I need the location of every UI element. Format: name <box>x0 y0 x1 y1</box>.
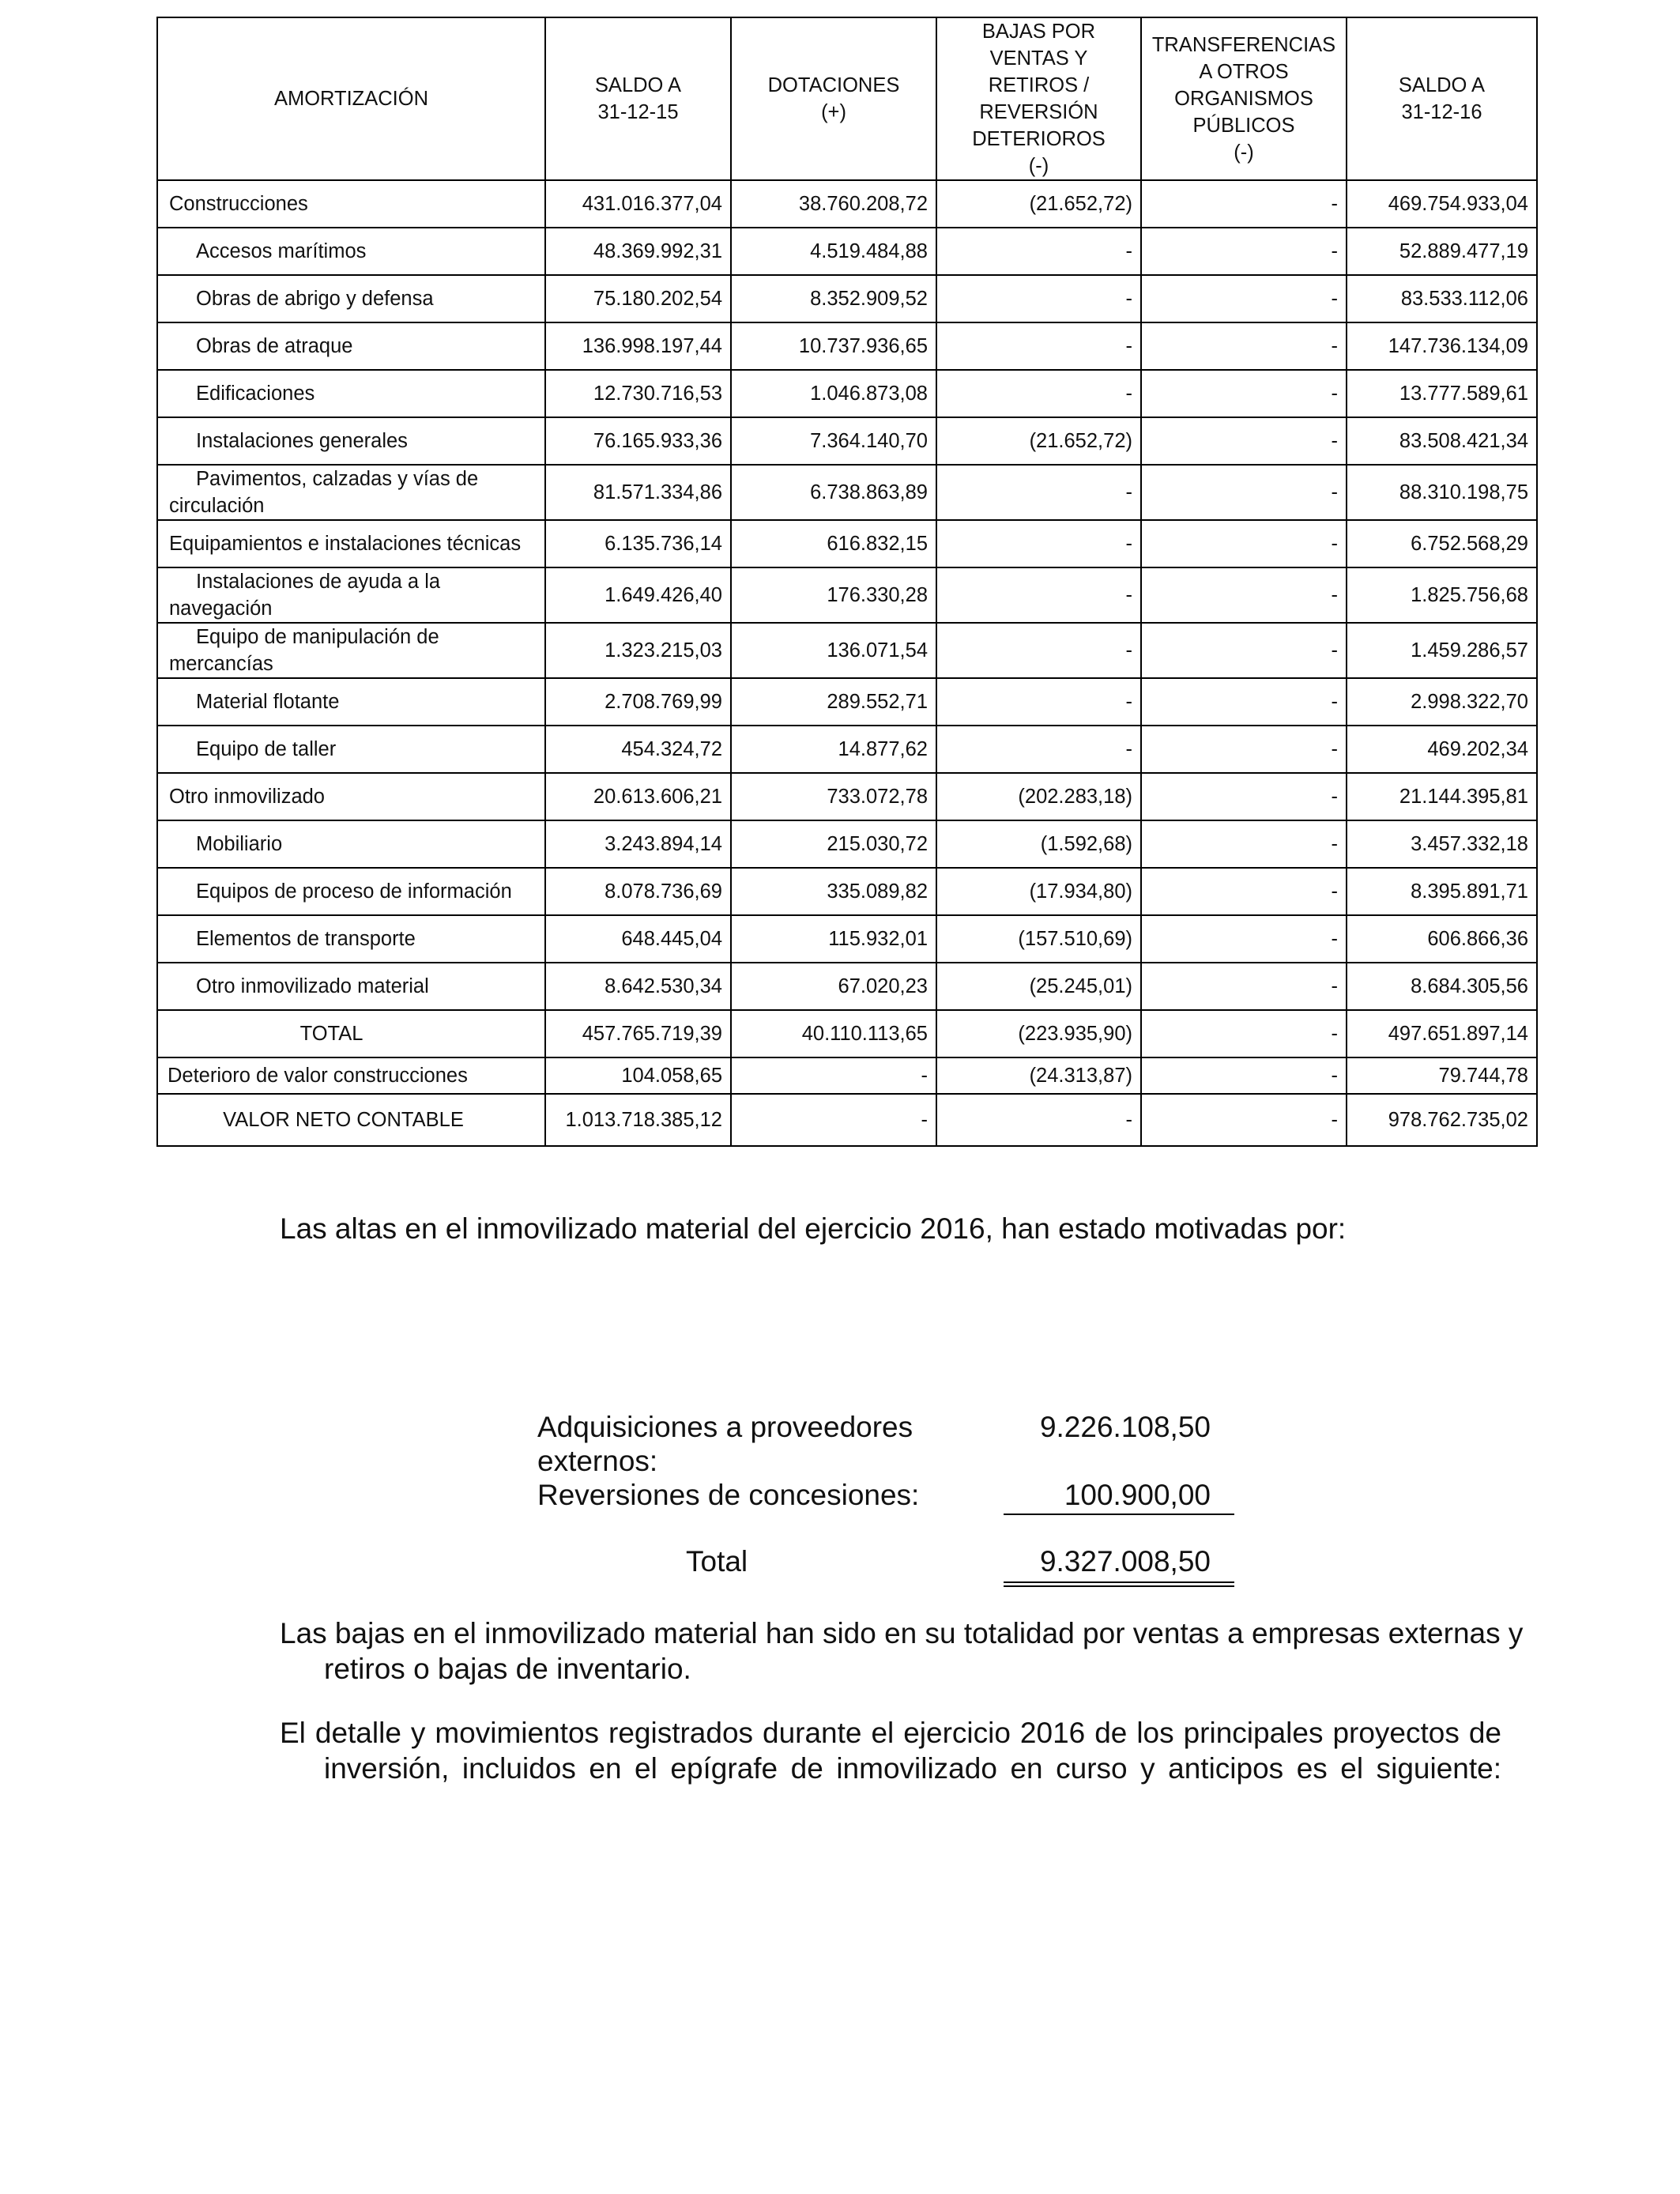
cell-transferencias: - <box>1141 726 1347 773</box>
cell-transferencias: - <box>1141 1094 1347 1146</box>
cell-bajas: - <box>936 275 1141 322</box>
cell-dotaciones: 67.020,23 <box>731 963 936 1010</box>
table-row <box>157 417 1537 465</box>
cell-transferencias: - <box>1141 678 1347 726</box>
cell-saldo-2016: 79.744,78 <box>1347 1057 1537 1094</box>
paragraph-bajas-line-1: Las bajas en el inmovilizado material han sido en su totalidad por ventas a empresas externas y <box>280 1617 1524 1649</box>
total-rule-2 <box>1004 1585 1234 1587</box>
row-label: Material flotante <box>157 678 545 726</box>
row-label: Accesos marítimos <box>157 228 545 275</box>
cell-saldo-2015: 104.058,65 <box>545 1057 731 1094</box>
table-row <box>157 520 1537 567</box>
total-rule-1 <box>1004 1581 1234 1583</box>
adquisiciones-label-line-2: externos: <box>537 1445 658 1477</box>
cell-saldo-2015: 431.016.377,04 <box>545 180 731 228</box>
cell-saldo-2015: 2.708.769,99 <box>545 678 731 726</box>
row-label: Deterioro de valor construcciones <box>157 1057 545 1094</box>
paragraph-bajas-line-2: retiros o bajas de inventario. <box>324 1653 691 1685</box>
cell-saldo-2016: 469.202,34 <box>1347 726 1537 773</box>
cell-dotaciones: 8.352.909,52 <box>731 275 936 322</box>
cell-saldo-2016: 497.651.897,14 <box>1347 1010 1537 1057</box>
cell-saldo-2016: 83.533.112,06 <box>1347 275 1537 322</box>
cell-dotaciones: 14.877,62 <box>731 726 936 773</box>
cell-saldo-2016: 147.736.134,09 <box>1347 322 1537 370</box>
row-label-line-2: mercancías <box>169 653 273 675</box>
cell-saldo-2016: 606.866,36 <box>1347 915 1537 963</box>
cell-dotaciones: 215.030,72 <box>731 820 936 868</box>
row-label: Otro inmovilizado material <box>157 963 545 1010</box>
cell-saldo-2015: 12.730.716,53 <box>545 370 731 417</box>
cell-bajas: (24.313,87) <box>936 1057 1141 1094</box>
cell-dotaciones: 335.089,82 <box>731 868 936 915</box>
cell-dotaciones: 40.110.113,65 <box>731 1010 936 1057</box>
table-row <box>157 773 1537 820</box>
cell-bajas: - <box>936 1094 1141 1146</box>
cell-bajas: (21.652,72) <box>936 417 1141 465</box>
table-row <box>157 370 1537 417</box>
table-header-row <box>157 17 1537 180</box>
row-label: Obras de abrigo y defensa <box>157 275 545 322</box>
paragraph-detalle-line-2: inversión, incluidos en el epígrafe de inmovilizado en curso y anticipos es el siguiente: <box>324 1752 1501 1785</box>
reversiones-label: Reversiones de concesiones: <box>537 1479 920 1511</box>
cell-saldo-2016: 1.459.286,57 <box>1347 623 1537 678</box>
cell-transferencias: - <box>1141 773 1347 820</box>
cell-bajas: (223.935,90) <box>936 1010 1141 1057</box>
cell-transferencias: - <box>1141 370 1347 417</box>
cell-saldo-2015: 8.078.736,69 <box>545 868 731 915</box>
cell-dotaciones: 38.760.208,72 <box>731 180 936 228</box>
cell-bajas: - <box>936 322 1141 370</box>
row-label <box>157 567 545 623</box>
cell-bajas: - <box>936 623 1141 678</box>
cell-dotaciones: - <box>731 1057 936 1094</box>
cell-transferencias: - <box>1141 520 1347 567</box>
cell-saldo-2016: 8.684.305,56 <box>1347 963 1537 1010</box>
cell-saldo-2015: 48.369.992,31 <box>545 228 731 275</box>
cell-saldo-2015: 1.323.215,03 <box>545 623 731 678</box>
cell-dotaciones: - <box>731 1094 936 1146</box>
cell-dotaciones: 176.330,28 <box>731 567 936 623</box>
cell-bajas: - <box>936 726 1141 773</box>
row-label: Obras de atraque <box>157 322 545 370</box>
table-row-net-value <box>157 1094 1537 1146</box>
cell-transferencias: - <box>1141 868 1347 915</box>
row-label: Equipo de taller <box>157 726 545 773</box>
cell-transferencias: - <box>1141 180 1347 228</box>
cell-transferencias: - <box>1141 963 1347 1010</box>
cell-transferencias: - <box>1141 322 1347 370</box>
row-label: TOTAL <box>157 1010 545 1057</box>
cell-dotaciones: 10.737.936,65 <box>731 322 936 370</box>
cell-saldo-2016: 21.144.395,81 <box>1347 773 1537 820</box>
cell-saldo-2016: 3.457.332,18 <box>1347 820 1537 868</box>
table-row <box>157 1057 1537 1094</box>
row-label-line-1: Equipo de manipulación de <box>196 626 439 648</box>
cell-saldo-2016: 88.310.198,75 <box>1347 465 1537 520</box>
reversiones-value: 100.900,00 <box>1064 1479 1211 1511</box>
cell-saldo-2015: 3.243.894,14 <box>545 820 731 868</box>
cell-saldo-2016: 8.395.891,71 <box>1347 868 1537 915</box>
table-row <box>157 228 1537 275</box>
header-dotaciones: DOTACIONES (+) <box>731 17 936 180</box>
cell-bajas: - <box>936 678 1141 726</box>
table-row <box>157 678 1537 726</box>
cell-saldo-2015: 457.765.719,39 <box>545 1010 731 1057</box>
cell-dotaciones: 136.071,54 <box>731 623 936 678</box>
cell-saldo-2016: 13.777.589,61 <box>1347 370 1537 417</box>
row-label: Edificaciones <box>157 370 545 417</box>
cell-transferencias: - <box>1141 275 1347 322</box>
cell-saldo-2015: 648.445,04 <box>545 915 731 963</box>
table-row <box>157 820 1537 868</box>
row-label: Equipamientos e instalaciones técnicas <box>157 520 545 567</box>
cell-dotaciones: 289.552,71 <box>731 678 936 726</box>
row-label-line-2: navegación <box>169 598 273 620</box>
cell-saldo-2016: 1.825.756,68 <box>1347 567 1537 623</box>
table-row <box>157 868 1537 915</box>
paragraph-altas: Las altas en el inmovilizado material del ejercicio 2016, han estado motivadas por: <box>280 1212 1347 1245</box>
table-row <box>157 322 1537 370</box>
cell-bajas: (202.283,18) <box>936 773 1141 820</box>
table-row <box>157 180 1537 228</box>
cell-bajas: (21.652,72) <box>936 180 1141 228</box>
cell-saldo-2015: 6.135.736,14 <box>545 520 731 567</box>
subtotal-rule <box>1004 1514 1234 1515</box>
cell-saldo-2015: 76.165.933,36 <box>545 417 731 465</box>
cell-saldo-2016: 83.508.421,34 <box>1347 417 1537 465</box>
cell-dotaciones: 7.364.140,70 <box>731 417 936 465</box>
row-label: Instalaciones generales <box>157 417 545 465</box>
cell-transferencias: - <box>1141 567 1347 623</box>
cell-transferencias: - <box>1141 1057 1347 1094</box>
cell-transferencias: - <box>1141 417 1347 465</box>
paragraph-detalle-line-1: El detalle y movimientos registrados durante el ejercicio 2016 de los principales proyectos de <box>280 1717 1501 1749</box>
cell-transferencias: - <box>1141 228 1347 275</box>
cell-transferencias: - <box>1141 915 1347 963</box>
table-row <box>157 567 1537 623</box>
row-label: Construcciones <box>157 180 545 228</box>
header-saldo-2015: SALDO A 31-12-15 <box>545 17 731 180</box>
header-bajas: BAJAS POR VENTAS Y RETIROS / REVERSIÓN DETERIOROS (-) <box>936 17 1141 180</box>
cell-dotaciones: 616.832,15 <box>731 520 936 567</box>
total-label: Total <box>686 1545 748 1578</box>
cell-bajas: - <box>936 567 1141 623</box>
cell-bajas: - <box>936 520 1141 567</box>
cell-bajas: - <box>936 465 1141 520</box>
cell-transferencias: - <box>1141 623 1347 678</box>
table-row <box>157 726 1537 773</box>
paragraph-detalle <box>280 1715 1501 1786</box>
table-row <box>157 963 1537 1010</box>
cell-saldo-2015: 81.571.334,86 <box>545 465 731 520</box>
cell-dotaciones: 6.738.863,89 <box>731 465 936 520</box>
cell-transferencias: - <box>1141 1010 1347 1057</box>
cell-saldo-2016: 6.752.568,29 <box>1347 520 1537 567</box>
cell-saldo-2015: 1.649.426,40 <box>545 567 731 623</box>
adquisiciones-value: 9.226.108,50 <box>1039 1411 1211 1443</box>
table-row <box>157 623 1537 678</box>
row-label: Otro inmovilizado <box>157 773 545 820</box>
cell-saldo-2016: 2.998.322,70 <box>1347 678 1537 726</box>
cell-saldo-2016: 52.889.477,19 <box>1347 228 1537 275</box>
row-label <box>157 623 545 678</box>
table-row-total <box>157 1010 1537 1057</box>
table-row <box>157 465 1537 520</box>
cell-dotaciones: 4.519.484,88 <box>731 228 936 275</box>
paragraph-bajas <box>280 1615 1524 1687</box>
cell-transferencias: - <box>1141 820 1347 868</box>
cell-saldo-2016: 469.754.933,04 <box>1347 180 1537 228</box>
row-label: Mobiliario <box>157 820 545 868</box>
cell-dotaciones: 115.932,01 <box>731 915 936 963</box>
cell-saldo-2016: 978.762.735,02 <box>1347 1094 1537 1146</box>
header-amortizacion: AMORTIZACIÓN <box>157 17 545 180</box>
cell-bajas: (157.510,69) <box>936 915 1141 963</box>
row-label-line-2: circulación <box>169 495 265 517</box>
cell-bajas: - <box>936 370 1141 417</box>
cell-saldo-2015: 75.180.202,54 <box>545 275 731 322</box>
amortization-table <box>156 17 1538 1147</box>
cell-bajas: (17.934,80) <box>936 868 1141 915</box>
cell-dotaciones: 1.046.873,08 <box>731 370 936 417</box>
table-row <box>157 275 1537 322</box>
cell-bajas: - <box>936 228 1141 275</box>
cell-bajas: (25.245,01) <box>936 963 1141 1010</box>
cell-saldo-2015: 20.613.606,21 <box>545 773 731 820</box>
header-transferencias: TRANSFERENCIAS A OTROS ORGANISMOS PÚBLICOS (-) <box>1141 17 1347 180</box>
cell-saldo-2015: 1.013.718.385,12 <box>545 1094 731 1146</box>
row-label <box>157 465 545 520</box>
cell-saldo-2015: 8.642.530,34 <box>545 963 731 1010</box>
total-value: 9.327.008,50 <box>1039 1545 1211 1578</box>
cell-saldo-2015: 136.998.197,44 <box>545 322 731 370</box>
row-label: VALOR NETO CONTABLE <box>157 1094 545 1146</box>
cell-saldo-2015: 454.324,72 <box>545 726 731 773</box>
table-row <box>157 915 1537 963</box>
adquisiciones-label-line-1: Adquisiciones a proveedores <box>537 1411 913 1443</box>
cell-transferencias: - <box>1141 465 1347 520</box>
row-label: Equipos de proceso de información <box>157 868 545 915</box>
row-label-line-1: Instalaciones de ayuda a la <box>196 571 441 593</box>
row-label-line-1: Pavimentos, calzadas y vías de <box>196 468 479 490</box>
header-saldo-2016: SALDO A 31-12-16 <box>1347 17 1537 180</box>
cell-bajas: (1.592,68) <box>936 820 1141 868</box>
row-label: Elementos de transporte <box>157 915 545 963</box>
cell-dotaciones: 733.072,78 <box>731 773 936 820</box>
